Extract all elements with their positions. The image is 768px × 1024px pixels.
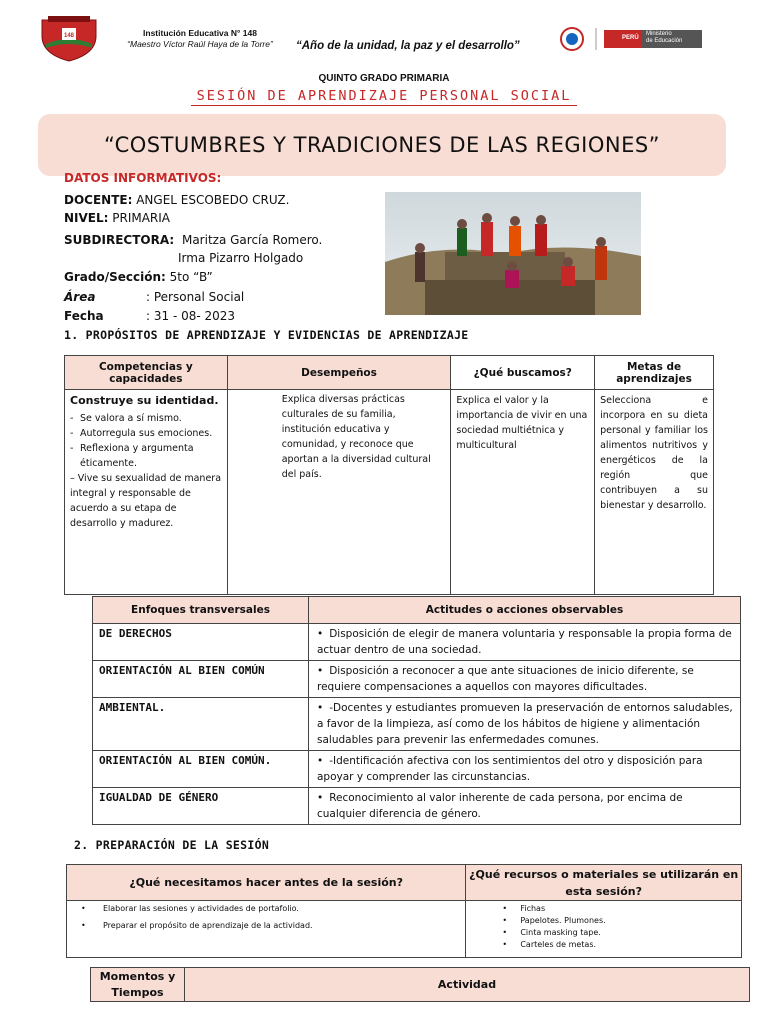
table-row [93, 788, 741, 825]
purposes-table [64, 355, 714, 595]
fecha-value: : 31 - 08- 2023 [146, 309, 236, 323]
ministry-label-line2: de Educación [646, 38, 683, 44]
nivel-value: PRIMARIA [108, 211, 171, 225]
title-box [38, 114, 726, 176]
enfoque-name: ORIENTACIÓN AL BIEN COMÚN. [93, 751, 309, 788]
capacidad-extra: – Vive su sexualidad de manera integral y responsable de acuerdo a su etapa de desarrollo y madurez. [70, 473, 222, 529]
enfoque-name: DE DERECHOS [93, 624, 309, 661]
antes-cell [67, 901, 466, 958]
section-1-heading: 1. PROPÓSITOS DE APRENDIZAJE Y EVIDENCIAS DE APRENDIZAJE [64, 328, 469, 342]
ministry-label-line1: Ministerio [646, 31, 672, 37]
info-grado [64, 269, 213, 285]
enfoque-action [309, 788, 741, 825]
enfoque-name: ORIENTACIÓN AL BIEN COMÚN [93, 661, 309, 698]
area-label: Área [64, 290, 96, 304]
info-nivel [64, 210, 170, 226]
list-item: • Papelotes. Plumones. [474, 915, 733, 927]
list-item: • Fichas [474, 903, 733, 915]
competencia-title: Construye su identidad. [70, 394, 219, 407]
year-motto: “Año de la unidad, la paz y el desarrollo” [296, 40, 520, 52]
svg-text:148: 148 [63, 33, 75, 39]
table-header-row [65, 356, 714, 390]
table-row [67, 901, 742, 958]
grado-label: Grado/Sección: [64, 270, 166, 284]
table-row [93, 698, 741, 751]
enfoque-action [309, 751, 741, 788]
subdirectora-value-1: Maritza García Romero. [181, 233, 323, 247]
fecha-label: Fecha [64, 309, 104, 323]
col-header-enfoques: Enfoques transversales [93, 597, 309, 624]
competencias-cell [65, 390, 228, 595]
info-fecha [64, 308, 235, 324]
col-header-actividad: Actividad [185, 968, 750, 1002]
col-header-buscamos: ¿Qué buscamos? [451, 356, 595, 390]
ministry-label [646, 31, 682, 45]
ceremony-photo [385, 192, 641, 315]
preparation-table [66, 864, 742, 958]
capacidades-list [70, 411, 222, 471]
enfoque-action [309, 661, 741, 698]
table-header-row [93, 597, 741, 624]
metas-cell: Selecciona e incorpora en su dieta personal y familiar los alimentos nutritivos y energéticos de la región que contribuyen a su bienestar y desarrollo. [595, 390, 714, 595]
institution-number: Institución Educativa N° 148 [143, 28, 257, 38]
enfoque-action [309, 624, 741, 661]
list-item: • Preparar el propósito de aprendizaje de la actividad. [75, 920, 457, 932]
nivel-label: NIVEL: [64, 211, 109, 225]
enfoque-action-text: • Disposición a reconocer a que ante situaciones de inicio diferente, se requiere compensaciones a aquellos con mayores dificultades. [317, 665, 694, 693]
col-header-recursos: ¿Qué recursos o materiales se utilizarán en esta sesión? [466, 865, 742, 901]
list-item: - Se valora a sí mismo. [70, 411, 222, 426]
info-subdirectora [64, 232, 322, 248]
col-header-antes: ¿Qué necesitamos hacer antes de la sesión? [67, 865, 466, 901]
grado-value: 5to “B” [165, 270, 213, 284]
grade-heading: QUINTO GRADO PRIMARIA [318, 73, 450, 84]
list-item: • Cinta masking tape. [474, 927, 733, 939]
info-area [64, 289, 244, 305]
session-heading [0, 88, 768, 104]
table-row [93, 661, 741, 698]
subdirectora-value-2: Irma Pizarro Holgado [178, 251, 304, 265]
session-heading-text: SESIÓN DE APRENDIZAJE PERSONAL SOCIAL [191, 88, 578, 106]
enfoque-name: IGUALDAD DE GÉNERO [93, 788, 309, 825]
list-item: • Carteles de metas. [474, 939, 733, 951]
section-2-heading: 2. PREPARACIÓN DE LA SESIÓN [74, 838, 270, 852]
institution-patron: “Maestro Víctor Raúl Haya de la Torre” [127, 39, 273, 49]
school-crest-icon [40, 14, 98, 62]
col-header-competencias: Competencias y capacidades [65, 356, 228, 390]
enfoque-action [309, 698, 741, 751]
table-header-row [91, 968, 750, 1002]
page-title: “COSTUMBRES Y TRADICIONES DE LAS REGIONES” [103, 133, 661, 157]
area-value: : Personal Social [146, 290, 245, 304]
table-header-row [67, 865, 742, 901]
table-row [65, 390, 714, 595]
list-item: • Elaborar las sesiones y actividades de portafolio. [75, 903, 457, 915]
desempeno-cell: Explica diversas prácticas culturales de su familia, institución educativa y comunidad, y reconoce que aportan a la diversidad cultural del país. [227, 390, 451, 595]
ministry-logos [556, 26, 706, 52]
institution-name [120, 28, 280, 50]
recursos-list [474, 903, 733, 951]
info-docente [64, 192, 289, 208]
table-row [93, 624, 741, 661]
subdirectora-label: SUBDIRECTORA: [64, 233, 175, 247]
info-heading: DATOS INFORMATIVOS: [64, 171, 222, 185]
enfoque-action-text: • -Docentes y estudiantes promueven la preservación de entornos saludables, a favor de la limpieza, así como de los hábitos de higiene y alimentación saludables para prevenir las enfermedades comunes. [317, 702, 733, 746]
enfoque-action-text: • Disposición de elegir de manera voluntaria y responsable la propia forma de actuar dentro de una sociedad. [317, 628, 732, 656]
col-header-desempenos: Desempeños [227, 356, 451, 390]
docente-label: DOCENTE: [64, 193, 133, 207]
list-item: - Autorregula sus emociones. [70, 426, 222, 441]
enfoque-action-text: • -Identificación afectiva con los sentimientos del otro y disposición para apoyar y comprender las circunstancias. [317, 755, 703, 783]
enfoques-table [92, 596, 741, 825]
col-header-actitudes: Actitudes o acciones observables [309, 597, 741, 624]
enfoque-name: AMBIENTAL. [93, 698, 309, 751]
col-header-momentos: Momentos y Tiempos [91, 968, 185, 1002]
momentos-table [90, 967, 750, 1002]
enfoque-action-text: • Reconocimiento al valor inherente de cada persona, por encima de cualquier diferencia de género. [317, 792, 683, 820]
antes-list [75, 903, 457, 932]
peru-label: PERÚ [622, 35, 639, 41]
docente-value: ANGEL ESCOBEDO CRUZ. [132, 193, 290, 207]
table-row [93, 751, 741, 788]
col-header-metas: Metas de aprendizajes [595, 356, 714, 390]
list-item: - Reflexiona y argumenta éticamente. [70, 441, 222, 471]
recursos-cell [466, 901, 742, 958]
buscamos-cell: Explica el valor y la importancia de vivir en una sociedad multiétnica y multicultural [451, 390, 595, 595]
